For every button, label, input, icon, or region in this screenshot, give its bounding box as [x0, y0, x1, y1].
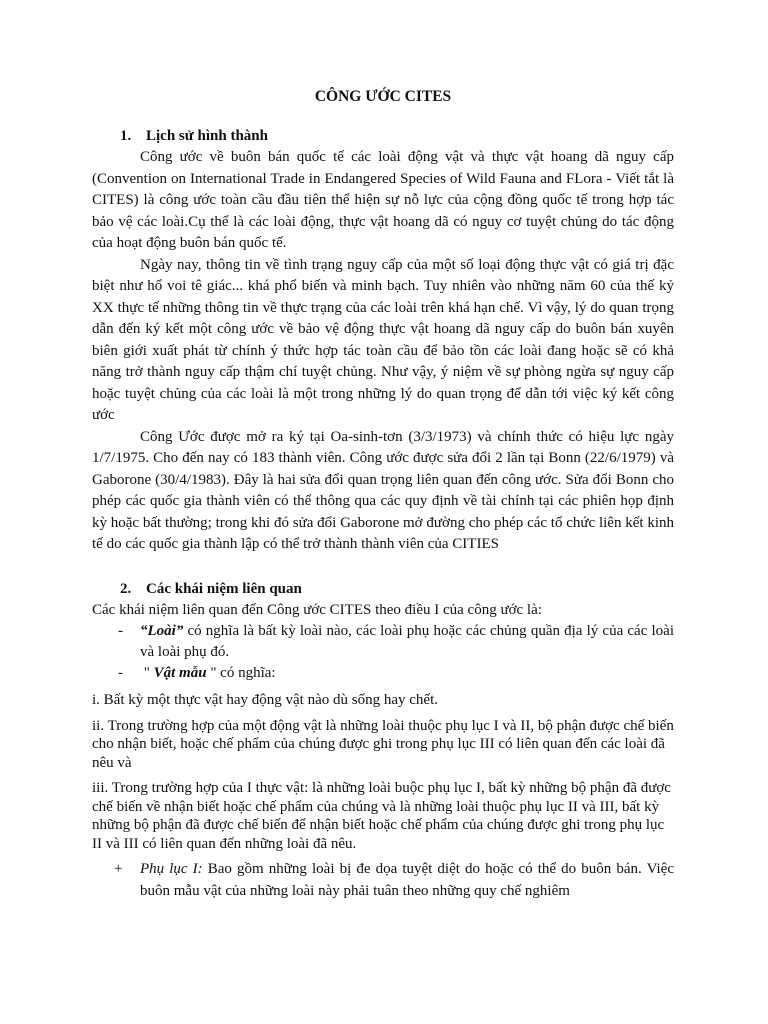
appendix-i-label: Phụ lục I: — [140, 861, 203, 877]
definition-loai — [92, 621, 674, 663]
section-spacer — [92, 556, 674, 579]
term-loai: “Loài” — [140, 623, 184, 639]
section-1-paragraph-3: Công Ước được mở ra ký tại Oa-sinh-tơn (3/3/1973) và chính thức có hiệu lực ngày 1/7/1975. Cho đến nay có 183 thành viên. Công ước được sửa đổi 2 lần tại Bonn (22/6/1979) và Gaborone (30/4/1983). Đây là hai sửa đổi quan trọng liên quan đến công ước. Sửa đổi Bonn cho phép các quốc gia thành viên có thể thông qua các quy định về tài chính tại các phiên họp định kỳ hoặc bất thường; trong khi đó sửa đổi Gaborone mở đường cho phép các tổ chức liên kết kinh tế do các quốc gia thành lập có thể trở thành thành viên của CITIES — [92, 428, 674, 552]
definition-vat-mau-text — [140, 663, 674, 684]
section-1-paragraph-1: Công ước về buôn bán quốc tế các loài động vật và thực vật hoang dã nguy cấp (Convention on International Trade in Endangered Species of Wild Fauna and FLora - Viết tắt là CITES) là công ước toàn cầu đầu tiên thể hiện sự nỗ lực của cộng đồng quốc tế trong hợp tác bảo vệ các loài.Cụ thể là các loài động, thực vật hoang dã có nguy cơ tuyệt chủng do tác động của hoạt động buôn bán quốc tế. — [92, 149, 674, 251]
appendix-i-body: Bao gồm những loài bị đe dọa tuyệt diệt do hoặc có thể do buôn bán. Việc buôn mẫu vật của những loài này phải tuân theo những quy chế nghiêm — [140, 861, 674, 899]
definition-vat-mau — [92, 663, 674, 684]
appendix-i-text — [140, 859, 674, 902]
section-2-title: Các khái niệm liên quan — [146, 580, 302, 597]
section-1-heading — [92, 126, 674, 147]
section-1-paragraph-2: Ngày nay, thông tin về tình trạng nguy cấp của một số loại động thực vật có giá trị đặc biệt như hổ voi tê giác... khá phổ biến và minh bạch. Tuy nhiên vào những năm 60 của thế kỷ XX thực tế những thông tin về thực trạng của các loài trên khá hạn chế. Vì vậy, lý do quan trọng dẫn đến ký kết một công ước về bảo vệ động thực vật hoang dã nguy cấp do buôn bán xuyên biên giới xuất phát từ chính ý thức hợp tác toàn cầu để bảo tồn các loài đang hoặc sẽ có khả năng trở thành nguy cấp thậm chí tuyệt chủng. Như vậy, ý niệm về sự phòng ngừa sự nguy cấp hoặc tuyệt chủng của các loài là một trong những lý do quan trọng để dẫn tới việc ký kết công ước — [92, 256, 674, 423]
definition-loai-text — [140, 621, 674, 663]
definition-loai-body: có nghĩa là bất kỳ loài nào, các loài phụ hoặc các chủng quần địa lý của các loài và loài phụ đó. — [140, 623, 674, 660]
dash-bullet: - — [118, 623, 123, 639]
section-1-title: Lịch sử hình thành — [146, 128, 268, 144]
plus-bullet: + — [114, 861, 123, 877]
section-1-number: 1. — [120, 128, 132, 144]
item-iii: iii. Trong trường hợp của I thực vật: là những loài buộc phụ lục I, bất kỳ những bộ phận đã được chế biến về nhận biết hoặc chế phẩm của chúng và là những loài thuộc phụ lục II và III, bất kỳ những bộ phận đã được chế biến để nhận biết hoặc chế phẩm của chúng được ghi trong phụ lục II và III có liên quan đến những loài đã nêu. — [92, 780, 671, 852]
document-title: CÔNG ƯỚC CITES — [314, 88, 452, 105]
section-2-intro: Các khái niệm liên quan đến Công ước CITES theo điều I của công ước là: — [92, 601, 542, 618]
section-2-heading — [92, 579, 674, 600]
term-vat-mau: Vật mẫu — [153, 665, 207, 681]
appendix-i-item — [92, 859, 674, 902]
item-ii: ii. Trong trường hợp của một động vật là những loài thuộc phụ lục I và II, bộ phận được chế biến cho nhận biết, hoặc chế phẩm của chúng được ghi trong phụ lục III có liên quan đến các loài đã nêu và — [92, 717, 674, 771]
dash-bullet: - — [118, 665, 123, 681]
item-i: i. Bất kỳ một thực vật hay động vật nào dù sống hay chết. — [92, 692, 438, 708]
section-2-number: 2. — [120, 580, 132, 597]
definition-vat-mau-body: " có nghĩa: — [210, 665, 276, 681]
open-quote: " — [143, 665, 150, 681]
